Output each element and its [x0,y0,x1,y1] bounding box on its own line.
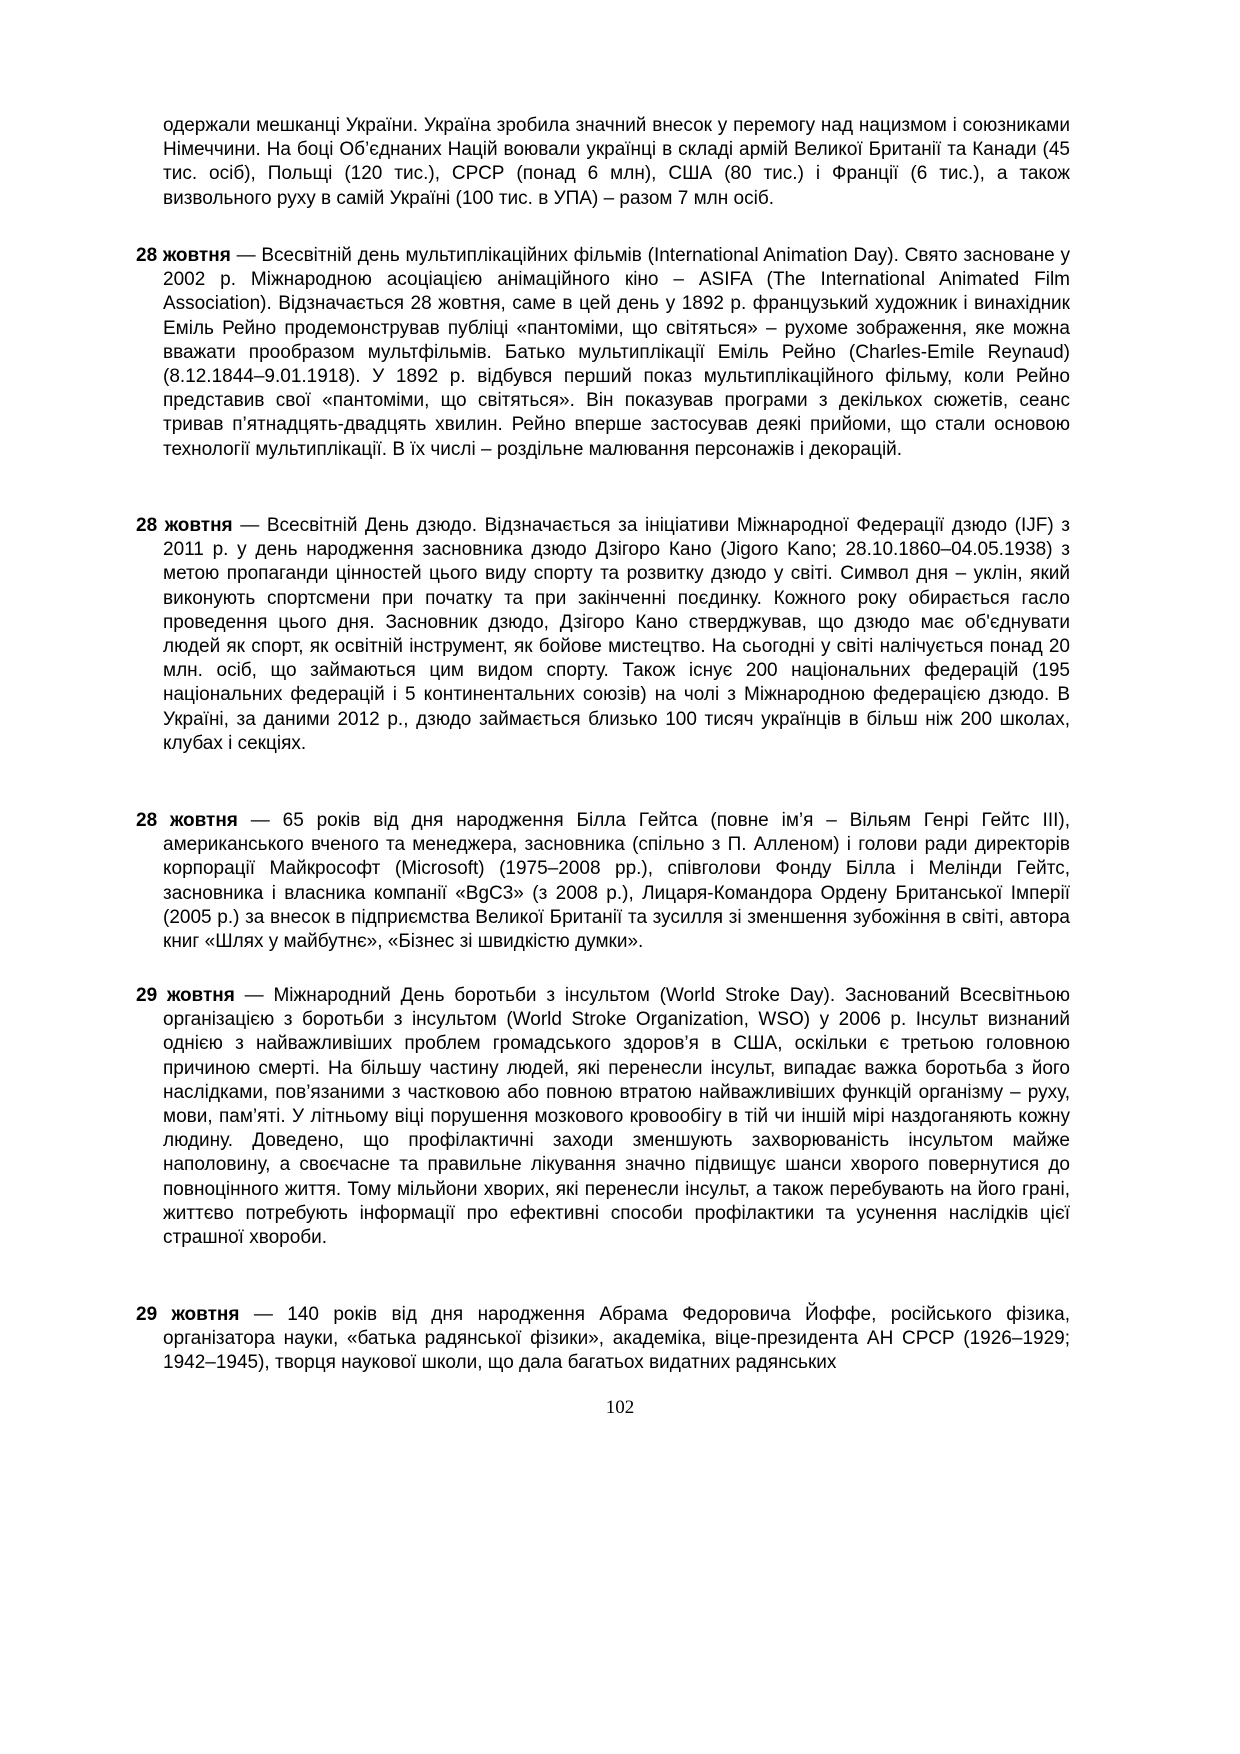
calendar-entry [136,809,1070,954]
entry-text: — Всесвітній День дзюдо. Відзначається за ініціативи Міжнародної Федерації дзюдо (IJF) з 2011 р. у день народження засновника дзюдо Дзігоро Кано (Jigoro Kano; 28.10.1860–04.05.1938) з метою пропаганди цінностей цього виду спорту та розвитку дзюдо у світі. Символ дня – уклін, який виконують спортсмени при початку та при закінченні поєдинку. Кожного року обирається гасло проведення цього дня. Засновник дзюдо, Дзігоро Кано стверджував, що дзюдо має об'єднувати людей як спорт, як освітній інструмент, як бойове мистецтво. На сьогодні у світі налічується понад 20 млн. осіб, що займаються цим видом спорту. Також існує 200 національних федерацій (195 національних федерацій і 5 континентальних союзів) на чолі з Міжнародною федерацією дзюдо. В Україні, за даними 2012 р., дзюдо займається близько 100 тисяч українців в більш ніж 200 школах, клубах і секціях. [163,515,1070,754]
entry-date: 28 жовтня [136,245,231,266]
calendar-entry [136,984,1070,1250]
page-number: 102 [605,1397,635,1418]
calendar-entry [136,1303,1070,1376]
entry-text: — Всесвітній день мультиплікаційних фільмів (International Animation Day). Свято засноване у 2002 р. Міжнародною асоціацією анімаційного кіно – ASIFA (The International Animated Film Association). Відзначається 28 жовтня, саме в цей день у 1892 р. французький художник і винахідник Еміль Рейно продемонстрував публіці «пантоміми, що світяться» – рухоме зображення, яке можна вважати прообразом мультфільмів. Батько мультиплікації Еміль Рейно (Charles-Emile Reynaud) (8.12.1844–9.01.1918). У 1892 р. відбувся перший показ мультиплікаційного фільму, коли Рейно представив свої «пантоміми, що світяться». Він показував програми з декількох сюжетів, сеанс тривав п’ятнадцять-двадцять хвилин. Рейно вперше застосував деякі прийоми, що стали основою технології мультиплікації. В їх числі – роздільне малювання персонажів і декорацій. [163,245,1070,460]
entry-text: — 140 років від дня народження Абрама Федоровича Йоффе, російського фізика, організатора науки, «батька радянської фізики», академіка, віце-президента АН СРСР (1926–1929; 1942–1945), творця наукової школи, що дала багатьох видатних радянських [163,1304,1070,1374]
entry-date: 28 жовтня [136,810,238,831]
calendar-entry [136,244,1070,462]
intro-paragraph: одержали мешканці України. Україна зробила значний внесок у перемогу над нацизмом і союзниками Німеччини. На боці Об’єднаних Націй воювали українці в складі армій Великої Британії та Канади (45 тис. осіб), Польщі (120 тис.), СРСР (понад 6 млн), США (80 тис.) і Франції (6 тис.), а також визвольного руху в самій Україні (100 тис. в УПА) – разом 7 млн осіб. [163,115,1070,209]
calendar-entry [136,514,1070,756]
entry-date: 29 жовтня [136,1304,240,1325]
entry-text: — 65 років від дня народження Білла Гейтса (повне ім’я – Вільям Генрі Гейтс III), американського вченого та менеджера, засновника (спільно з П. Алленом) і голови ради директорів корпорації Майкрософт (Microsoft) (1975–2008 рр.), співголови Фонду Білла і Мелінди Гейтс, засновника і власника компанії «BgC3» (з 2008 р.), Лицаря-Командора Ордену Британської Імперії (2005 р.) за внесок в підприємства Великої Британії та зусилля зі зменшення зубожіння в світі, автора книг «Шлях у майбутнє», «Бізнес зі швидкістю думки». [163,810,1070,953]
entry-text: — Міжнародний День боротьби з інсультом (World Stroke Day). Заснований Всесвітньою організацією з боротьби з інсультом (World Stroke Organization, WSO) у 2006 р. Інсульт визнаний однією з найважливіших проблем громадського здоров’я в США, оскільки є третьою головною причиною смерті. На більшу частину людей, які перенесли інсульт, випадає важка боротьба з його наслідками, пов’язаними з частковою або повною втратою найважливіших функцій організму – руху, мови, пам’яті. У літньому віці порушення мозкового кровообігу в тій чи іншій мірі наздоганяють кожну людину. Доведено, що профілактичні заходи зменшують захворюваність інсультом майже наполовину, а своєчасне та правильне лікування значно підвищує шанси хворого повернутися до повноцінного життя. Тому мільйони хворих, які перенесли інсульт, а також перебувають на його грані, життєво потребують інформації про ефективні способи профілактики та усунення наслідків цієї страшної хвороби. [163,985,1070,1249]
entry-date: 28 жовтня [136,515,233,536]
entry-date: 29 жовтня [136,985,235,1006]
